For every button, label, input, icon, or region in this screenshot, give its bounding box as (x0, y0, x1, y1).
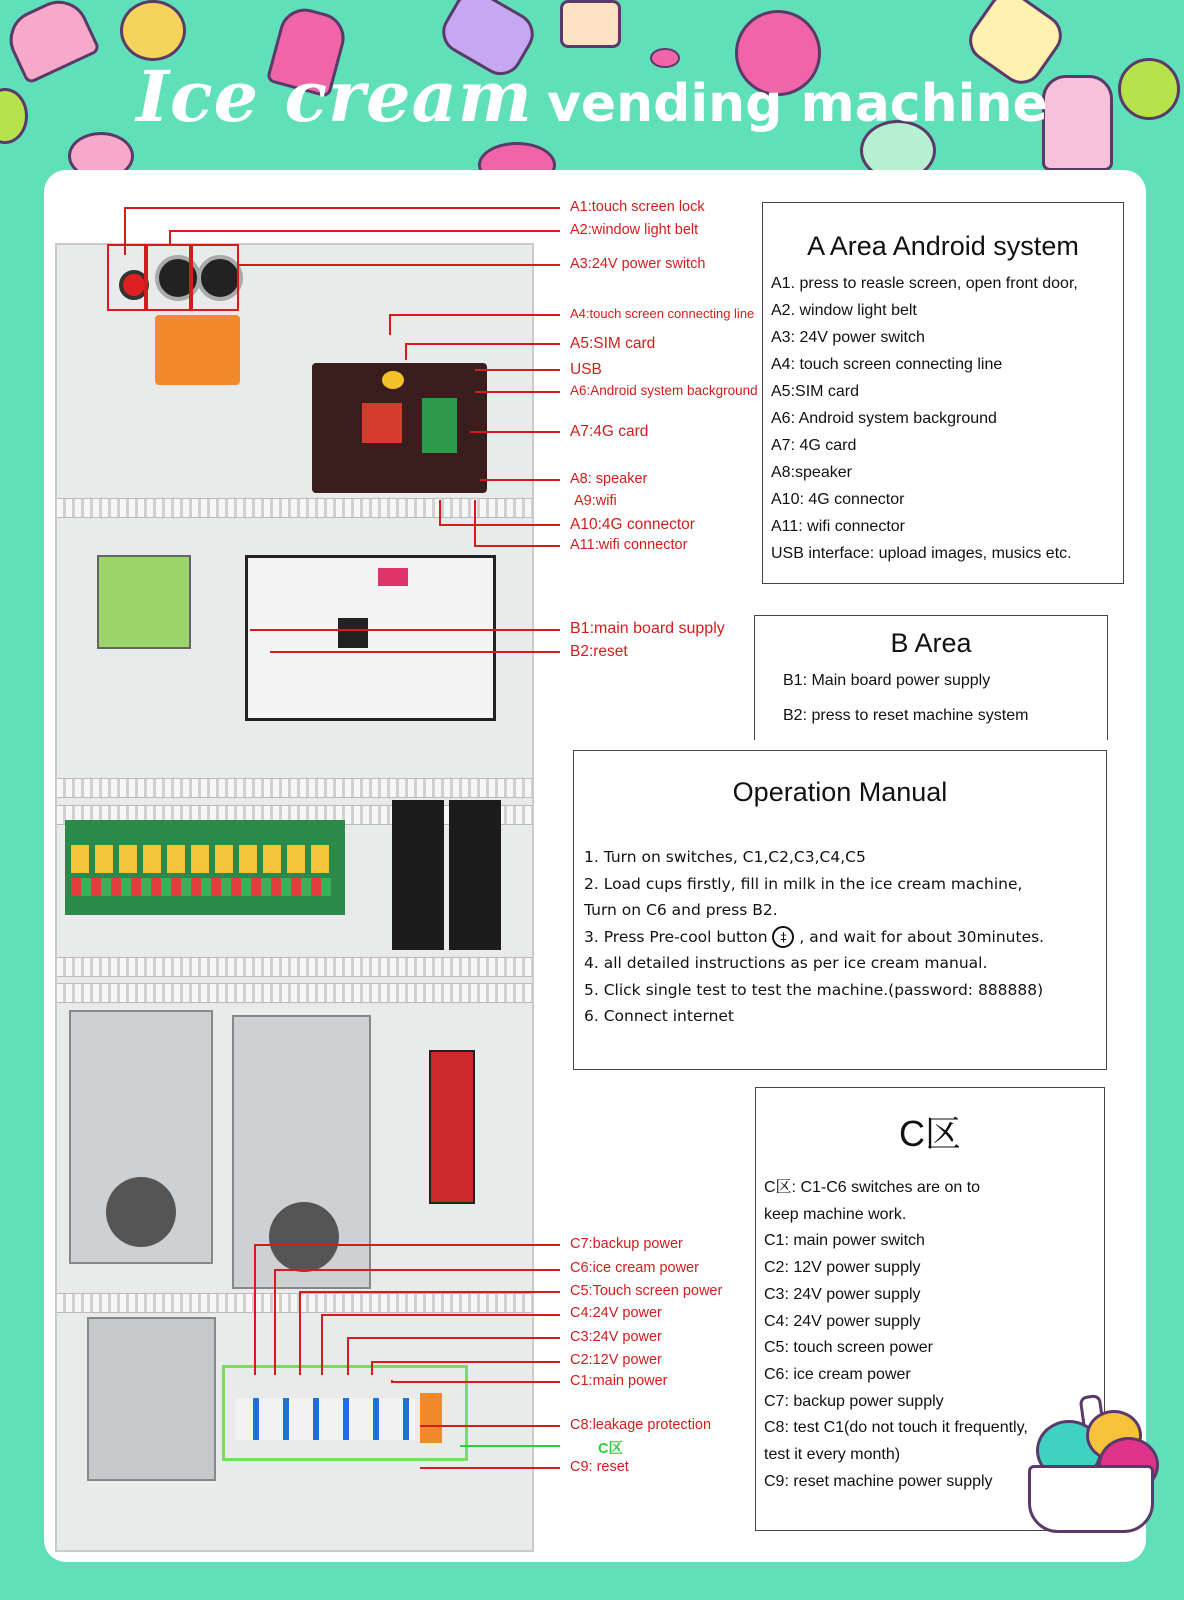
manual-step: 4. all detailed instructions as per ice cream manual. (584, 954, 988, 972)
b-area-line: B2: press to reset machine system (783, 707, 1029, 724)
c-area-line: C5: touch screen power (764, 1339, 933, 1357)
c-area-line: test it every month) (764, 1446, 901, 1464)
callout-c-area: C区 (598, 1441, 623, 1457)
a-area-line: A3: 24V power switch (771, 329, 925, 346)
a-area-line: A1. press to reasle screen, open front door, (771, 275, 1078, 292)
title-script: Ice cream (136, 55, 533, 138)
callout-a10: A10:4G connector (570, 516, 695, 533)
callout-a9: A9:wifi (574, 493, 617, 509)
callout-a7: A7:4G card (570, 423, 649, 440)
a-area-title: A Area Android system (807, 231, 1079, 261)
c-area-line: C区: C1-C6 switches are on to (764, 1179, 981, 1196)
manual-step: 5. Click single test to test the machine.(password: 888888) (584, 980, 1044, 999)
callout-c9: C9: reset (570, 1459, 629, 1475)
c-area-line: C4: 24V power supply (764, 1312, 921, 1330)
callout-c6: C6:ice cream power (570, 1260, 699, 1276)
a-area-line: A4: touch screen connecting line (771, 356, 1003, 373)
callout-a3: A3:24V power switch (570, 256, 706, 272)
manual-title: Operation Manual (732, 777, 948, 807)
a-area-line: A7: 4G card (771, 437, 857, 454)
manual-step: Turn on C6 and press B2. (584, 901, 778, 919)
callout-a8: A8: speaker (570, 471, 648, 487)
callout-usb: USB (570, 361, 602, 378)
a-area-line: A11: wifi connector (771, 518, 905, 535)
c-area-line: C1: main power switch (764, 1232, 925, 1250)
manual-step-3-end: , and wait for about 30minutes. (799, 927, 1045, 946)
b-area-line: B1: Main board power supply (783, 672, 991, 689)
a-area-line: A10: 4G connector (771, 491, 905, 508)
callout-c4: C4:24V power (570, 1305, 662, 1321)
callout-a11: A11:wifi connector (570, 537, 688, 553)
b-area-title: B Area (890, 628, 972, 658)
operation-manual-panel (573, 750, 1107, 1070)
a-area-line: A2. window light belt (771, 302, 917, 319)
a-area-line: A6: Android system background (771, 410, 997, 427)
ice-cream-cup-icon (1028, 1395, 1158, 1535)
callout-c8: C8:leakage protection (570, 1417, 712, 1433)
c-area-line: C3: 24V power supply (764, 1285, 921, 1303)
c-area-line: C7: backup power supply (764, 1392, 944, 1410)
callout-a4: A4:touch screen connecting line (570, 306, 755, 321)
a-area-line: USB interface: upload images, musics etc. (771, 545, 1072, 562)
callout-b2: B2:reset (570, 643, 628, 660)
c-area-line: C2: 12V power supply (764, 1259, 921, 1277)
a-area-panel (762, 202, 1124, 584)
callout-c5: C5:Touch screen power (570, 1283, 723, 1299)
callout-a5: A5:SIM card (570, 335, 656, 352)
title-plain: vending machine (546, 74, 1048, 134)
callout-a2: A2:window light belt (570, 222, 699, 238)
manual-step: 2. Load cups firstly, fill in milk in the ice cream machine, (584, 874, 1023, 893)
callout-c7: C7:backup power (570, 1236, 683, 1252)
c-area-line: C8: test C1(do not touch it frequently, (764, 1419, 1028, 1437)
manual-step: 1. Turn on switches, C1,C2,C3,C4,C5 (584, 848, 866, 866)
manual-step: 6. Connect internet (584, 1007, 735, 1025)
callout-c1: C1:main power (570, 1373, 668, 1389)
callout-c3: C3:24V power (570, 1329, 662, 1345)
c-area-title: C区 (899, 1113, 961, 1154)
c-area-line: C6: ice cream power (764, 1365, 911, 1383)
callout-b1: B1:main board supply (570, 620, 725, 637)
a-area-line: A8:speaker (771, 464, 852, 481)
callout-a6: A6:Android system background (570, 383, 758, 398)
thermometer-icon: ‡ (772, 926, 794, 948)
a-area-line: A5:SIM card (771, 383, 860, 400)
callout-c2: C2:12V power (570, 1352, 662, 1368)
manual-step-3-start: 3. Press Pre-cool button (584, 927, 768, 946)
manual-step-3 (584, 924, 1106, 951)
callout-a1: A1:touch screen lock (570, 199, 705, 215)
c-area-line: C9: reset machine power supply (764, 1472, 993, 1490)
c-area-line: keep machine work. (764, 1205, 907, 1223)
b-area-panel (754, 615, 1108, 740)
